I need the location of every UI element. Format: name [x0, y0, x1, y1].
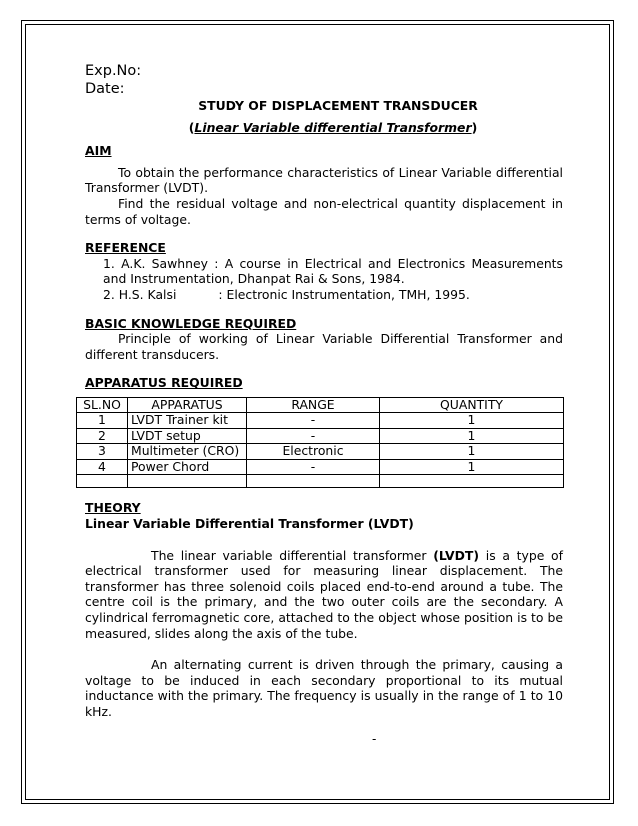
- reference-item-1: 1. A.K. Sawhney : A course in Electrical and Electronics Measurements and Instrumentation, Dhanpat Rai & Sons, 1984.: [103, 255, 563, 287]
- exp-no-label: Exp.No:: [85, 63, 142, 79]
- reference-list: [85, 256, 563, 303]
- cell-apparatus: LVDT Trainer kit: [128, 413, 247, 429]
- col-header-quantity: QUANTITY: [380, 397, 564, 413]
- apparatus-table: [76, 397, 564, 489]
- cell-apparatus: Multimeter (CRO): [128, 444, 247, 460]
- document-body: [85, 62, 563, 720]
- subtitle-text: Linear Variable differential Transformer: [194, 119, 472, 135]
- cell-empty: [77, 475, 128, 488]
- cell-apparatus: Power Chord: [128, 459, 247, 475]
- cell-empty: [128, 475, 247, 488]
- cell-quantity: 1: [380, 413, 564, 429]
- apparatus-heading: APPARATUS REQUIRED: [85, 375, 243, 391]
- basic-knowledge-heading: BASIC KNOWLEDGE REQUIRED: [85, 315, 297, 331]
- cell-slno: 3: [77, 444, 128, 460]
- cell-slno: 2: [77, 428, 128, 444]
- theory-paragraph-1: [85, 548, 563, 642]
- theory-p1-text-b: is a type of electrical transformer used for measuring linear displacement. The transformer has three solenoid coils placed end-to-end around a tube. The centre coil is the primary, and the two outer coils are the secondary. A cylindrical ferromagnetic core, attached to the object whose position is to be measured, slides along the axis of the tube.: [85, 547, 563, 641]
- reference-heading: REFERENCE: [85, 240, 166, 256]
- theory-p1-lvdt: (LVDT): [433, 547, 480, 563]
- page-marker: -: [372, 732, 377, 746]
- theory-heading: THEORY: [85, 500, 141, 516]
- theory-paragraph-2: An alternating current is driven through the primary, causing a voltage to be induced in each secondary proportional to its mutual inductance with the primary. The frequency is usually in the range of 1 to 10 kHz.: [85, 657, 563, 719]
- reference-item-2-author: 2. H.S. Kalsi: [103, 286, 177, 302]
- col-header-apparatus: APPARATUS: [128, 397, 247, 413]
- aim-paragraph-2: Find the residual voltage and non-electrical quantity displacement in terms of voltage.: [85, 195, 563, 227]
- cell-quantity: 1: [380, 428, 564, 444]
- cell-empty: [247, 475, 380, 488]
- col-header-range: RANGE: [247, 397, 380, 413]
- basic-knowledge-text: Principle of working of Linear Variable Differential Transformer and different transducers.: [85, 331, 563, 362]
- aim-heading: AIM: [85, 143, 112, 159]
- reference-item-2-title: : Electronic Instrumentation, TMH, 1995.: [218, 286, 470, 302]
- cell-empty: [380, 475, 564, 488]
- cell-quantity: 1: [380, 444, 564, 460]
- subtitle-open-paren: (: [188, 119, 195, 135]
- theory-subheading: Linear Variable Differential Transformer (LVDT): [85, 516, 414, 531]
- reference-item-2: [103, 287, 563, 303]
- table-row: [77, 459, 564, 475]
- table-row: [77, 428, 564, 444]
- date-label: Date:: [85, 81, 125, 97]
- page-title: STUDY OF DISPLACEMENT TRANSDUCER: [198, 98, 478, 113]
- table-row: [77, 444, 564, 460]
- table-header-row: [77, 397, 564, 413]
- table-row: [77, 413, 564, 429]
- cell-slno: 4: [77, 459, 128, 475]
- col-header-slno: SL.NO: [77, 397, 128, 413]
- cell-range: -: [247, 459, 380, 475]
- cell-apparatus: LVDT setup: [128, 428, 247, 444]
- page-subtitle: [103, 120, 563, 136]
- subtitle-close-paren: ): [471, 119, 478, 135]
- cell-range: Electronic: [247, 444, 380, 460]
- theory-p1-text-a: The linear variable differential transformer: [151, 547, 434, 563]
- aim-paragraph-1: To obtain the performance characteristics of Linear Variable differential Transformer (LVDT).: [85, 164, 563, 196]
- table-row-empty: [77, 475, 564, 488]
- cell-slno: 1: [77, 413, 128, 429]
- cell-quantity: 1: [380, 459, 564, 475]
- cell-range: -: [247, 413, 380, 429]
- cell-range: -: [247, 428, 380, 444]
